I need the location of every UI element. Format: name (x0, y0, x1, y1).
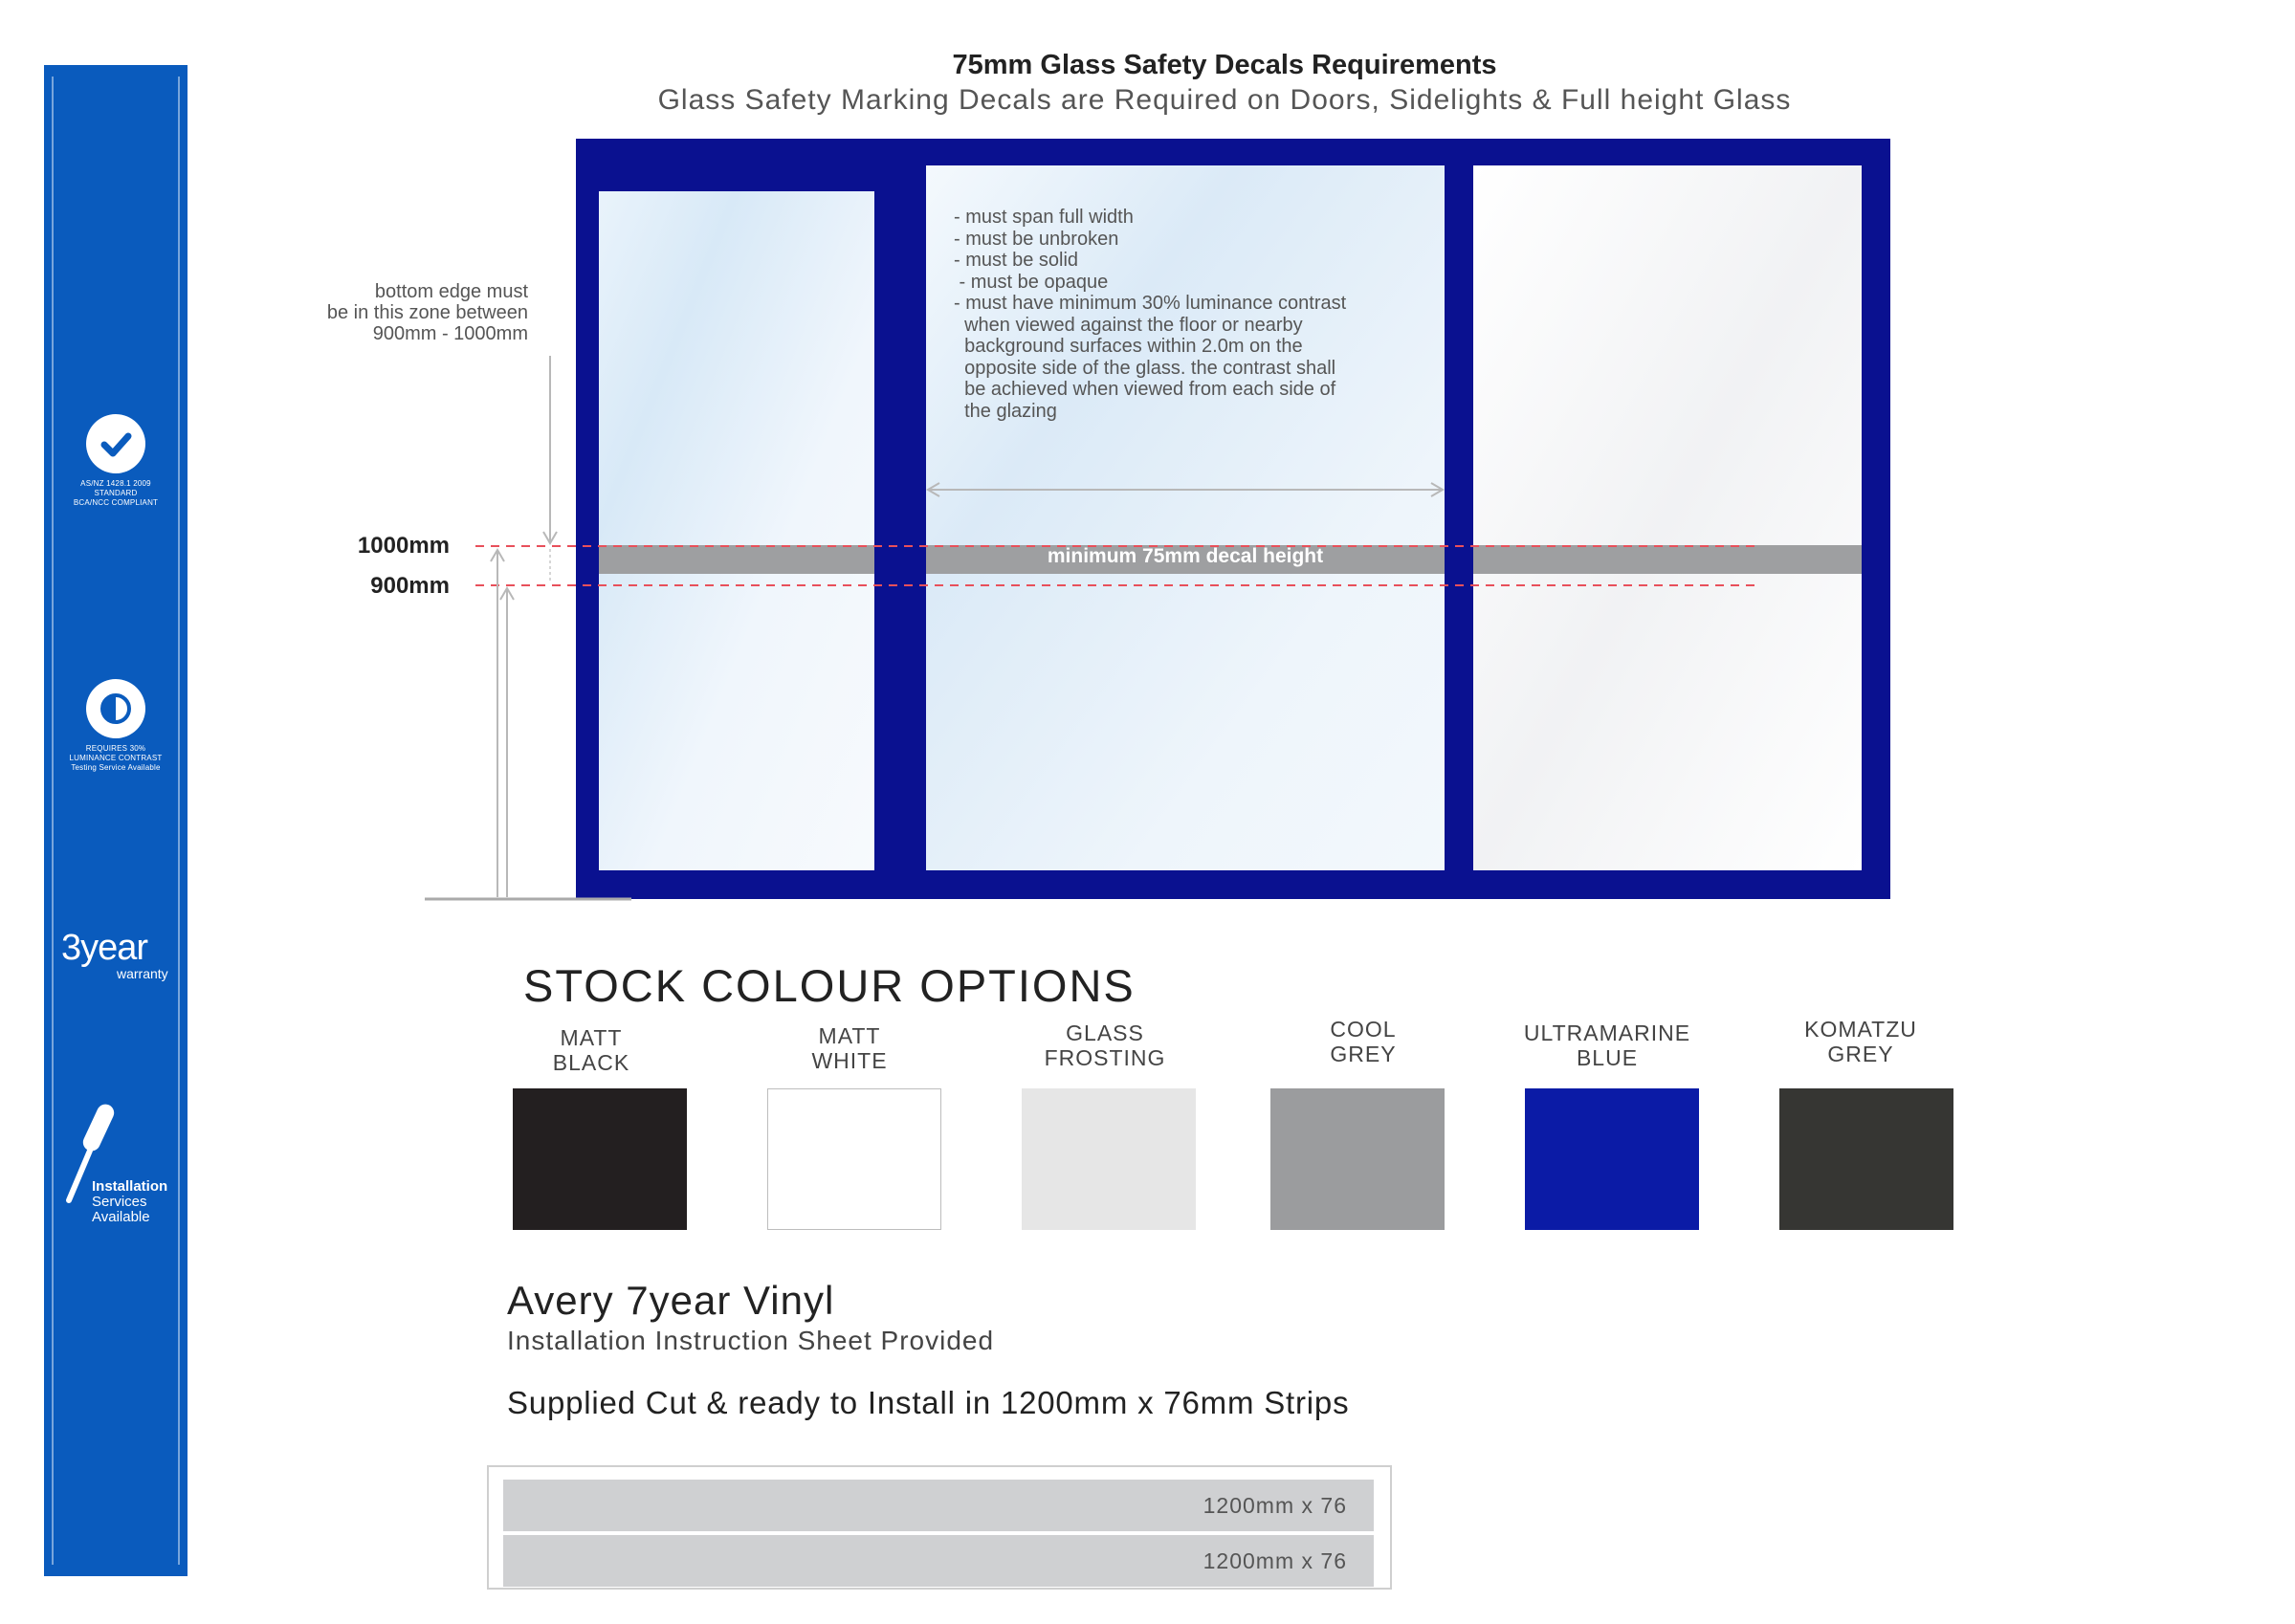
swatch-cool-grey[interactable] (1270, 1088, 1445, 1230)
product-subtitle: Installation Instruction Sheet Provided (507, 1326, 995, 1355)
swatch-glass-frosting[interactable] (1022, 1088, 1196, 1230)
install-line2: Services (92, 1194, 147, 1210)
swatch-label-komatzu-grey (1755, 1017, 1966, 1066)
swatch-matt-black[interactable] (513, 1088, 687, 1230)
requirement-line: the glazing (954, 400, 1057, 422)
frame-top (576, 139, 1890, 165)
mullion-left (895, 165, 926, 870)
decal-height-label: minimum 75mm decal height (1047, 545, 1324, 567)
badge2-line1: REQUIRES 30% (85, 744, 146, 753)
page-subtitle: Glass Safety Marking Decals are Required on Doors, Sidelights & Full height Glass (657, 84, 1792, 116)
badge2-line3: Testing Service Available (71, 763, 161, 772)
swatch-label-glass-frosting (1000, 1020, 1210, 1070)
page-title: 75mm Glass Safety Decals Requirements (952, 50, 1497, 80)
badge2-line2: LUMINANCE CONTRAST (69, 754, 163, 762)
vinyl-strip (503, 1535, 1374, 1587)
requirement-line: - must be unbroken (954, 228, 1119, 250)
swatch-label-line: WHITE (811, 1048, 888, 1073)
zone-note-line2: be in this zone between (326, 302, 528, 323)
requirement-line: - must have minimum 30% luminance contrast (954, 293, 1347, 314)
strips-preview (487, 1465, 1392, 1590)
swatch-label-matt-white (744, 1023, 955, 1073)
requirement-line: - must span full width (954, 207, 1134, 228)
stock-title: STOCK COLOUR OPTIONS (523, 960, 1136, 1011)
swatch-label-line: BLUE (1576, 1045, 1639, 1070)
decal-strip-right (1473, 545, 1862, 574)
swatch-label-line: MATT (560, 1025, 623, 1050)
zone-note-line3: 900mm - 1000mm (372, 323, 528, 344)
swatch-label-line: GREY (1827, 1042, 1894, 1066)
zone-note (249, 281, 528, 344)
swatch-label-line: GLASS (1066, 1020, 1144, 1045)
zone-note-line1: bottom edge must (374, 281, 528, 302)
vinyl-strip (503, 1480, 1374, 1531)
supply-note: Supplied Cut & ready to Install in 1200mm x 76mm Strips (507, 1385, 1350, 1420)
badge1-line3: BCA/NCC COMPLIANT (73, 498, 159, 507)
door-glass (599, 191, 874, 870)
frame-right (1862, 139, 1890, 899)
badge1-line2: STANDARD (94, 489, 138, 497)
requirements-list (954, 207, 1451, 422)
strip-size-label: 1200mm x 76 (1203, 1548, 1347, 1573)
install-line3: Available (92, 1209, 150, 1225)
install-line1: Installation (92, 1178, 168, 1195)
requirement-line: - must be solid (954, 250, 1079, 271)
swatch-label-line: KOMATZU (1804, 1017, 1917, 1042)
warranty-years: 3year (61, 928, 148, 968)
swatch-ultramarine-blue[interactable] (1525, 1088, 1699, 1230)
swatch-label-line: GREY (1330, 1042, 1397, 1066)
strip-size-label: 1200mm x 76 (1203, 1493, 1347, 1518)
requirement-line: background surfaces within 2.0m on the (954, 336, 1303, 357)
swatch-label-ultramarine-blue (1502, 1020, 1712, 1070)
swatch-label-line: BLACK (552, 1050, 630, 1075)
label-900mm: 900mm (370, 573, 450, 599)
requirement-line: - must be opaque (954, 271, 1109, 293)
requirement-line: be achieved when viewed from each side of (954, 379, 1336, 400)
swatch-label-line: FROSTING (1044, 1045, 1166, 1070)
frame-bottom (895, 870, 1890, 899)
swatch-label-cool-grey (1258, 1017, 1468, 1066)
badge1-line1: AS/NZ 1428.1 2009 (80, 479, 151, 488)
swatch-komatzu-grey[interactable] (1779, 1088, 1953, 1230)
right-glass (1473, 165, 1862, 870)
swatch-label-matt-black (486, 1025, 696, 1075)
decal-strip-door (599, 545, 874, 574)
swatch-label-line: MATT (818, 1023, 881, 1048)
requirement-line: opposite side of the glass. the contrast shall (954, 357, 1336, 379)
label-1000mm: 1000mm (357, 533, 450, 559)
warranty-word: warranty (117, 966, 168, 981)
product-name: Avery 7year Vinyl (507, 1278, 835, 1323)
requirement-line: when viewed against the floor or nearby (954, 314, 1303, 336)
swatch-label-line: COOL (1330, 1017, 1397, 1042)
swatch-matt-white[interactable] (767, 1088, 941, 1230)
swatch-label-line: ULTRAMARINE (1523, 1020, 1691, 1045)
